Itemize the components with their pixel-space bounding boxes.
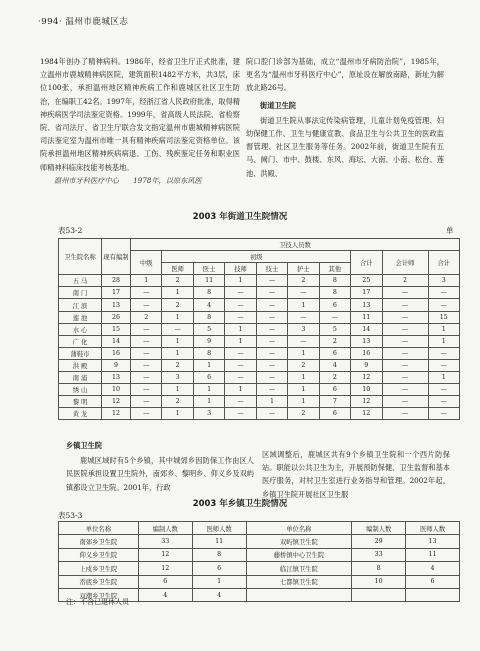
table-cell: —: [256, 359, 287, 371]
table-cell: —: [428, 408, 460, 420]
table-cell: 33: [138, 535, 192, 548]
table1-body: [59, 275, 460, 420]
th-beds: 现有编制: [102, 239, 131, 275]
table-cell: —: [256, 347, 287, 359]
table-cell: 莲 池: [59, 311, 102, 323]
table-cell: 6: [319, 299, 350, 311]
table-cell: 13: [102, 299, 131, 311]
table-cell: —: [288, 335, 319, 347]
table-cell: 10: [351, 384, 382, 396]
table-cell: 1: [225, 335, 256, 347]
table-cell: —: [256, 335, 287, 347]
table-cell: —: [428, 347, 460, 359]
table-cell: 4: [406, 562, 460, 575]
table-cell: 黎 明: [59, 396, 102, 408]
table-cell: —: [382, 359, 428, 371]
table-cell: 1: [131, 275, 162, 287]
table-cell: 2: [162, 275, 193, 287]
table-cell: 15: [102, 323, 131, 335]
table-cell: 25: [351, 275, 382, 287]
table2-title: 2003 年乡镇卫生院情况: [192, 499, 288, 509]
table-cell: 8: [192, 548, 246, 561]
table-cell: —: [288, 287, 319, 299]
table-row: [59, 323, 460, 335]
table-cell: 1: [288, 347, 319, 359]
table-row: [59, 359, 460, 371]
table-cell: —: [428, 287, 460, 299]
table-row: [59, 347, 460, 359]
street-hospital-table: [58, 238, 460, 420]
table-cell: 蒲鞋市: [59, 347, 102, 359]
middle-right-text: 区域调整后，鹿城区共有9个乡镇卫生院和一个西片防保站。职能以公共卫生为主，开展预防保健、卫生监督和基本医疗服务，对村卫生室进行业务指导和管理。2002年起，乡镇卫生院开展社区卫生服: [262, 450, 450, 499]
table-cell: 1: [192, 575, 246, 588]
table-cell: 7: [319, 396, 350, 408]
table-cell: 2: [319, 372, 350, 384]
table-cell: —: [382, 335, 428, 347]
township-hospital-table: [58, 521, 460, 602]
table-cell: 双屿镇卫生院: [246, 535, 352, 548]
left-caption: 温州市牙科医疗中心 1978年，以原东风医: [54, 175, 202, 185]
table-cell: 1: [193, 384, 224, 396]
table-cell: 南 门: [59, 287, 102, 299]
table-row: [59, 335, 460, 347]
table-cell: 29: [352, 535, 406, 548]
table-cell: —: [131, 287, 162, 299]
table-header-cell: 医师人数: [192, 522, 246, 535]
table-cell: 2: [382, 275, 428, 287]
table-cell: 5: [319, 323, 350, 335]
middle-left-column: [66, 435, 254, 494]
table-cell: —: [225, 408, 256, 420]
table-cell: 1: [428, 372, 460, 384]
table-header-cell: 编制人数: [138, 522, 192, 535]
table-cell: 12: [138, 562, 192, 575]
table-header-cell: 编制人数: [352, 522, 406, 535]
table-cell: —: [256, 275, 287, 287]
table-cell: 临江镇卫生院: [246, 562, 352, 575]
table-cell: —: [225, 347, 256, 359]
table-cell: 17: [102, 287, 131, 299]
table2-header-row: [59, 522, 460, 535]
table-cell: 12: [351, 396, 382, 408]
th-practitioner: 医士: [193, 263, 224, 275]
table-cell: —: [256, 311, 287, 323]
table-cell: 3: [288, 323, 319, 335]
table-cell: 8: [319, 287, 350, 299]
table-cell: 6: [138, 575, 192, 588]
table-cell: 1: [193, 396, 224, 408]
table-cell: —: [225, 311, 256, 323]
right-paragraph-2: 街道卫生院从事法定传染病管理，儿童计划免疫管理、妇幼保健工作、卫生与健康宣教、食品卫生与公共卫生的医政监督管理、社区卫生服务等任务。2002年前，街道卫生院有五马、阙门、市中、鼓楼、东风、海坛、大南、小南、松台、莲池、洪殿、: [246, 115, 444, 178]
table-cell: 16: [102, 347, 131, 359]
table-cell: 1: [162, 384, 193, 396]
table-cell: 绣 山: [59, 384, 102, 396]
table-cell: 上戍乡卫生院: [59, 562, 139, 575]
table-cell: 14: [351, 323, 382, 335]
th-accountant: 会计师: [382, 251, 428, 275]
table-cell: 2: [162, 299, 193, 311]
table-cell: 11: [192, 535, 246, 548]
table-cell: —: [131, 347, 162, 359]
table-cell: 4: [319, 359, 350, 371]
table-cell: —: [319, 311, 350, 323]
table-cell: —: [162, 323, 193, 335]
table-cell: 17: [351, 287, 382, 299]
table-cell: —: [382, 299, 428, 311]
table-cell: 水 心: [59, 323, 102, 335]
table-cell: 黄 龙: [59, 408, 102, 420]
table-cell: 2: [288, 359, 319, 371]
table-cell: 11: [351, 311, 382, 323]
table-cell: 2: [131, 311, 162, 323]
table-cell: 6: [406, 575, 460, 588]
table-cell: —: [382, 323, 428, 335]
table-cell: —: [225, 287, 256, 299]
table-cell: —: [382, 384, 428, 396]
table-row: [59, 287, 460, 299]
table-row: [59, 408, 460, 420]
table-cell: 仰义乡卫生院: [59, 548, 139, 561]
th-sum: 合计: [428, 251, 460, 275]
table-cell: —: [428, 299, 460, 311]
page-header: ·994· 温州市鹿城区志: [38, 17, 129, 27]
table-cell: —: [382, 408, 428, 420]
table1-unit: 单: [446, 226, 454, 235]
table-row: [59, 575, 460, 588]
table-cell: 1: [225, 275, 256, 287]
th-doctor: 医师: [162, 263, 193, 275]
table-cell: —: [382, 396, 428, 408]
table-cell: 2: [162, 359, 193, 371]
table-cell: 10: [352, 575, 406, 588]
table-cell: 15: [428, 311, 460, 323]
table-cell: —: [256, 323, 287, 335]
th-tech-staff: 技士: [256, 263, 287, 275]
middle-right-column: [262, 448, 450, 501]
table-cell: —: [225, 396, 256, 408]
table-cell: —: [256, 287, 287, 299]
table-cell: —: [131, 408, 162, 420]
table-cell: 1: [428, 335, 460, 347]
table-cell: —: [131, 396, 162, 408]
table-cell: —: [225, 299, 256, 311]
table-cell: —: [256, 384, 287, 396]
table-cell: 6: [319, 384, 350, 396]
table-cell: 28: [102, 275, 131, 287]
table-cell: —: [382, 347, 428, 359]
middle-left-text: 鹿城区域时有5个乡镇，其中城郊乡因防保工作由区人民医院承担设置卫生院外，南郊乡、黎明乡、仰义乡及双屿镇都设立卫生院。2001年，行政: [66, 456, 254, 492]
table-cell: 1: [162, 287, 193, 299]
table-cell: 2: [288, 408, 319, 420]
th-tech: 卫技人员数: [131, 239, 460, 251]
table-cell: 16: [351, 347, 382, 359]
th-mid: 中级: [131, 251, 162, 275]
table-cell: 9: [351, 359, 382, 371]
table-row: [59, 396, 460, 408]
th-total: 合计: [351, 251, 382, 275]
table-cell: 2: [288, 275, 319, 287]
table-cell: 6: [319, 347, 350, 359]
table-cell: —: [225, 359, 256, 371]
section-title-township: 乡镇卫生院: [66, 441, 102, 450]
table-cell: [352, 588, 406, 601]
table-cell: 4: [138, 588, 192, 601]
th-junior: 初级: [162, 251, 351, 263]
table-row: [59, 562, 460, 575]
section-title-street: 街道卫生院: [260, 100, 296, 110]
table-cell: 1: [288, 384, 319, 396]
left-paragraph: 1984年创办了精神病科。1986年，经省卫生厅正式批准，建立温州市鹿城精神病医院，建筑面积1482平方米，共3层，床位100张，承担温州地区精神疾病工作和鹿城区社区卫生防治，在编职工42名。1997年，经浙江省人民政府批准，取得精神疾病医学司法鉴定资格。1999年，省高级人民法院、省检察院、省司法厅、省卫生厅联合发文指定温州市鹿城精神病医院司法鉴定室为温州市唯一具有精神疾病司法鉴定资格单位。该院承担温州地区精神疾病病退、工伤、残疾鉴定任务和职业医师精神科临床技能考核基地。: [40, 57, 240, 172]
table-cell: [246, 588, 352, 601]
table-cell: 南郊乡卫生院: [59, 535, 139, 548]
table-cell: —: [131, 359, 162, 371]
table1-label: 表53-2: [58, 226, 83, 235]
table-cell: 七都镇卫生院: [246, 575, 352, 588]
table-cell: 8: [193, 347, 224, 359]
table-cell: 6: [193, 372, 224, 384]
table-cell: 12: [351, 372, 382, 384]
table-cell: 4: [192, 588, 246, 601]
table-row: [59, 275, 460, 287]
table-cell: 12: [351, 408, 382, 420]
table-cell: —: [256, 408, 287, 420]
table-cell: 1: [288, 299, 319, 311]
th-nurse: 护士: [288, 263, 319, 275]
table-cell: [406, 588, 460, 601]
table-header-cell: 医师人数: [406, 522, 460, 535]
table-cell: 3: [193, 408, 224, 420]
table-cell: 11: [193, 275, 224, 287]
table-header-cell: 单位名称: [59, 522, 139, 535]
table-cell: 13: [351, 335, 382, 347]
table2-label: 表53-3: [58, 511, 83, 520]
table-cell: —: [131, 323, 162, 335]
table-cell: —: [131, 299, 162, 311]
table-cell: 10: [102, 384, 131, 396]
table-cell: 12: [138, 548, 192, 561]
table-cell: 3: [162, 372, 193, 384]
table-row: [59, 384, 460, 396]
table-cell: 11: [406, 548, 460, 561]
table-cell: 1: [193, 359, 224, 371]
table-cell: 1: [256, 396, 287, 408]
table2-note: 注：不含已退休人员: [66, 598, 129, 606]
table-cell: 8: [193, 287, 224, 299]
table-cell: 1: [162, 408, 193, 420]
table-cell: 9: [102, 359, 131, 371]
table-cell: 13: [406, 535, 460, 548]
table-cell: 1: [288, 396, 319, 408]
table-cell: 5: [193, 323, 224, 335]
table-cell: 1: [225, 384, 256, 396]
th-name: 卫生院名称: [59, 239, 102, 275]
table-cell: 南 浦: [59, 372, 102, 384]
table-cell: 五 马: [59, 275, 102, 287]
table-cell: 33: [352, 548, 406, 561]
table-row: [59, 548, 460, 561]
table-cell: 4: [193, 299, 224, 311]
right-paragraph-1: 院口腔门诊部为基础，成立“温州市牙病防治院”，1985年，更名为“温州市牙科医疗中心”，原址设在解放南路，新址为解放北路26号。: [246, 57, 444, 93]
table-cell: 2: [162, 396, 193, 408]
th-other: 其他: [319, 263, 350, 275]
table-cell: —: [428, 384, 460, 396]
table-row: [59, 299, 460, 311]
table-row: [59, 535, 460, 548]
table-cell: 8: [319, 275, 350, 287]
table-cell: —: [256, 299, 287, 311]
table-cell: —: [382, 372, 428, 384]
left-column: [40, 55, 240, 187]
table-cell: 13: [102, 372, 131, 384]
th-pharm-master: 技师: [225, 263, 256, 275]
table-cell: 13: [351, 299, 382, 311]
table1-title: 2003 年街道卫生院情况: [192, 212, 288, 222]
table-cell: 6: [192, 562, 246, 575]
table-cell: 1: [288, 372, 319, 384]
table-cell: —: [131, 384, 162, 396]
table-cell: 14: [102, 335, 131, 347]
table-cell: 岙底乡卫生院: [59, 575, 139, 588]
table-cell: —: [382, 311, 428, 323]
table-cell: 广 化: [59, 335, 102, 347]
table-cell: 8: [352, 562, 406, 575]
table-header-cell: 单位名称: [246, 522, 352, 535]
table-cell: 1: [162, 347, 193, 359]
table-cell: 1: [162, 311, 193, 323]
table-cell: 1: [162, 335, 193, 347]
table-cell: 2: [319, 335, 350, 347]
table-cell: 6: [319, 408, 350, 420]
table-cell: 1: [428, 323, 460, 335]
table-cell: —: [428, 396, 460, 408]
right-column: [246, 55, 444, 180]
table-cell: 藤桥镇中心卫生院: [246, 548, 352, 561]
table-cell: —: [256, 372, 287, 384]
table-cell: 26: [102, 311, 131, 323]
table-cell: —: [288, 311, 319, 323]
table-cell: —: [428, 359, 460, 371]
table-cell: —: [131, 372, 162, 384]
table-cell: 1: [225, 323, 256, 335]
table-cell: 3: [428, 275, 460, 287]
table-cell: 双潮乡卫生院: [59, 588, 139, 601]
table-cell: —: [131, 335, 162, 347]
table-cell: 8: [193, 311, 224, 323]
table-cell: 12: [102, 408, 131, 420]
table-row: [59, 311, 460, 323]
table-cell: —: [225, 372, 256, 384]
table-cell: 洪 殿: [59, 359, 102, 371]
table-cell: —: [382, 287, 428, 299]
table2-body: [59, 535, 460, 602]
table-cell: 9: [193, 335, 224, 347]
table-cell: 12: [102, 396, 131, 408]
table-row: [59, 372, 460, 384]
table-cell: 江 滨: [59, 299, 102, 311]
